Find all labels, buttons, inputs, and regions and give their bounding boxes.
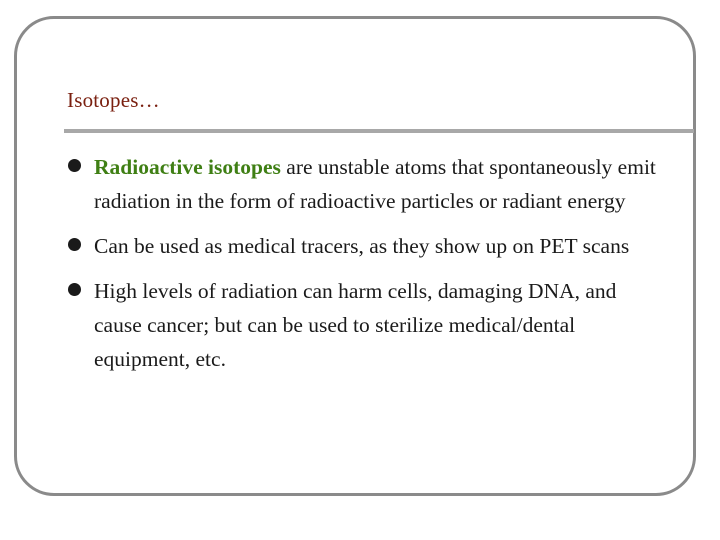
title-divider (64, 129, 694, 133)
bullet-dot-icon (68, 159, 81, 172)
bullet-text: are unstable atoms that spontaneously emit radiation in the form of radioactive particles or radiant energy (94, 155, 656, 213)
bullet-item (66, 274, 666, 376)
bullet-text: Can be used as medical tracers, as they show up on PET scans (94, 234, 630, 258)
bullet-dot-icon (68, 283, 81, 296)
bullet-item (66, 229, 666, 263)
slide-title: Isotopes… (67, 88, 160, 112)
bullet-item (66, 150, 666, 218)
bullet-text: High levels of radiation can harm cells, damaging DNA, and cause cancer; but can be used to sterilize medical/dental equipment, etc. (94, 279, 617, 371)
bullet-term: Radioactive isotopes (94, 155, 281, 179)
bullet-dot-icon (68, 238, 81, 251)
bullet-list (66, 150, 666, 387)
